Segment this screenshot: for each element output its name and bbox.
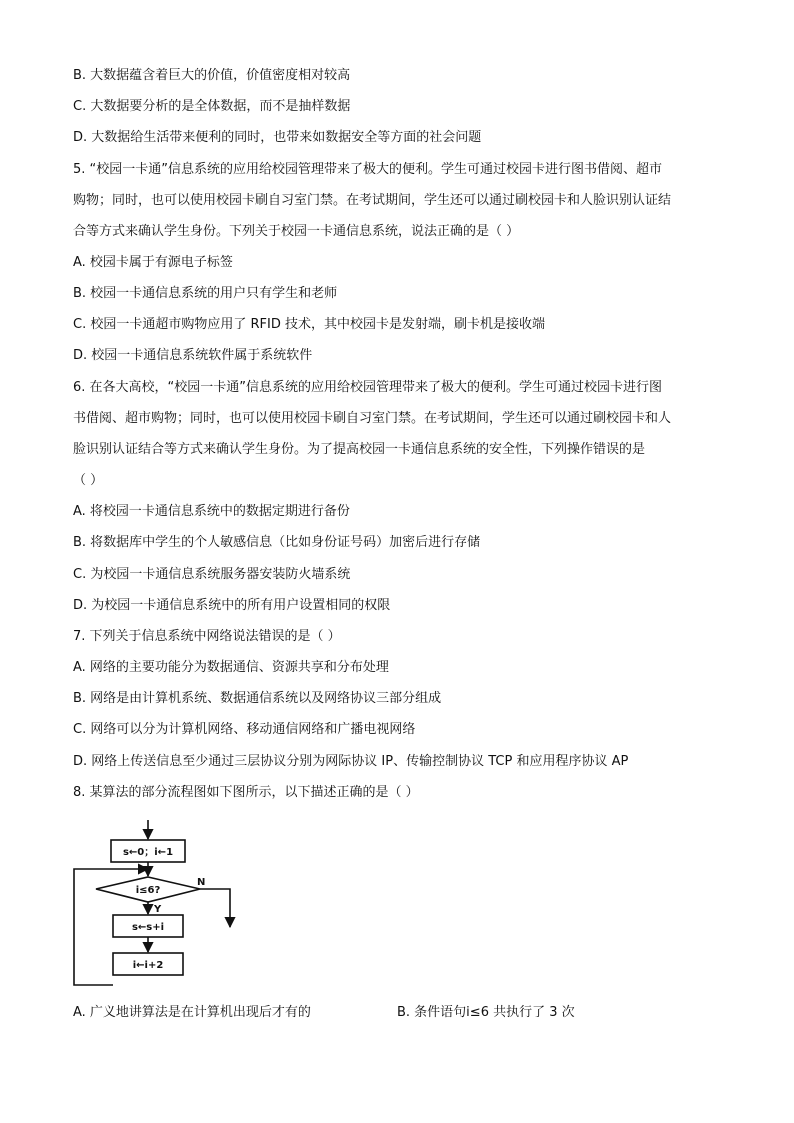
text-line: D. 校园一卡通信息系统软件属于系统软件 — [73, 348, 313, 363]
text-line: D. 网络上传送信息至少通过三层协议分别为网际协议 IP、传输控制协议 TCP 和应用程序协议 AP — [73, 754, 629, 769]
text-line: 合等方式来确认学生身份。下列关于校园一卡通信息系统，说法正确的是（ ） — [73, 224, 520, 239]
text-line: C. 为校园一卡通信息系统服务器安装防火墙系统 — [73, 567, 351, 582]
text-line: 脸识别认证结合等方式来确认学生身份。为了提高校园一卡通信息系统的安全性，下列操作错误的是 — [73, 442, 646, 457]
text-line: （ ） — [73, 473, 104, 488]
increment-label: i←i+2 — [132, 960, 164, 971]
text-line: C. 大数据要分析的是全体数据，而不是抽样数据 — [73, 99, 351, 114]
text-line: B. 大数据蕴含着巨大的价值，价值密度相对较高 — [73, 68, 351, 83]
sum-label: s←s+i — [131, 922, 165, 933]
text-line: 8. 某算法的部分流程图如下图所示，以下描述正确的是（ ） — [73, 785, 419, 800]
no-label: N — [197, 877, 206, 888]
text-line: A. 网络的主要功能分为数据通信、资源共享和分布处理 — [73, 660, 389, 675]
text-line: C. 校园一卡通超市购物应用了 RFID 技术，其中校园卡是发射端，刷卡机是接收端 — [73, 317, 545, 332]
condition-label: i≤6? — [135, 885, 161, 896]
option-b: B. 条件语句i≤6 共执行了 3 次 — [397, 1005, 575, 1020]
no-branch-arrow — [200, 889, 230, 927]
text-line: 6. 在各大高校，“校园一卡通”信息系统的应用给校园管理带来了极大的便利。学生可通过校园卡进行图 — [73, 380, 663, 395]
yes-label: Y — [154, 904, 162, 915]
text-line: B. 将数据库中学生的个人敏感信息（比如身份证号码）加密后进行存储 — [73, 535, 481, 550]
text-line: 5. “校园一卡通”信息系统的应用给校园管理带来了极大的便利。学生可通过校园卡进行图书借阅、超市 — [73, 162, 663, 177]
text-line: D. 为校园一卡通信息系统中的所有用户设置相同的权限 — [73, 598, 391, 613]
text-line: C. 网络可以分为计算机网络、移动通信网络和广播电视网络 — [73, 722, 416, 737]
text-line: D. 大数据给生活带来便利的同时，也带来如数据安全等方面的社会问题 — [73, 130, 482, 145]
text-line: A. 校园卡属于有源电子标签 — [73, 255, 233, 270]
text-line: 书借阅、超市购物；同时，也可以使用校园卡刷自习室门禁。在考试期间，学生还可以通过刷校园卡和人 — [73, 411, 672, 426]
text-line: 购物；同时，也可以使用校园卡刷自习室门禁。在考试期间，学生还可以通过刷校园卡和人脸识别认证结 — [73, 193, 672, 208]
text-line: B. 校园一卡通信息系统的用户只有学生和老师 — [73, 286, 338, 301]
init-label: s←0；i←1 — [122, 847, 174, 858]
text-line: 7. 下列关于信息系统中网络说法错误的是（ ） — [73, 629, 341, 644]
text-line: A. 将校园一卡通信息系统中的数据定期进行备份 — [73, 504, 350, 519]
text-line: B. 网络是由计算机系统、数据通信系统以及网络协议三部分组成 — [73, 691, 442, 706]
option-a: A. 广义地讲算法是在计算机出现后才有的 — [73, 1005, 311, 1020]
